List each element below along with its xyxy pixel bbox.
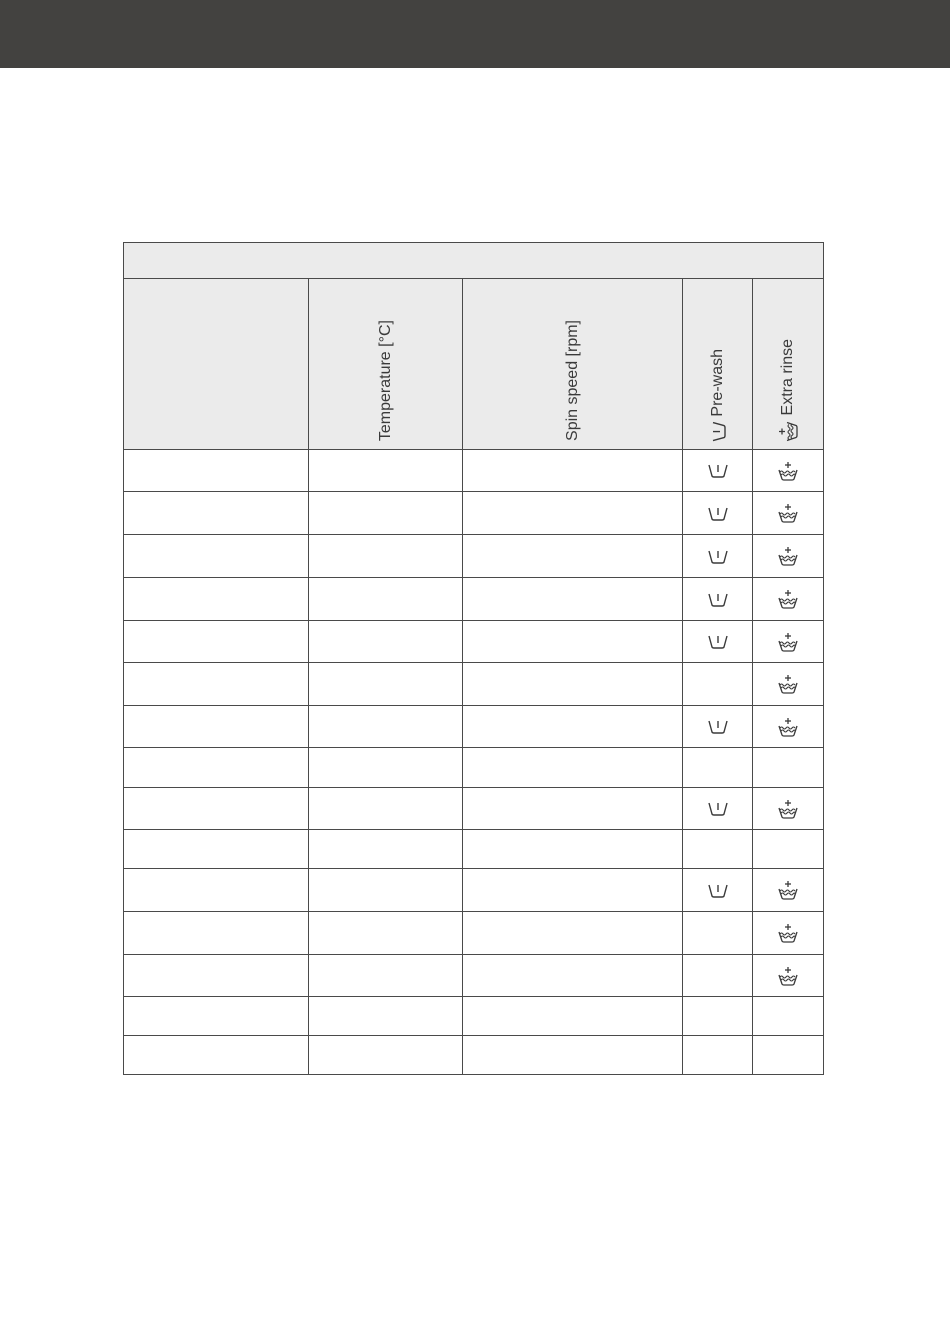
header-temperature-label: Temperature [°C] [376,319,394,441]
cell-program [124,450,309,492]
extra-rinse-icon [777,462,799,479]
extra-rinse-icon [777,967,799,984]
cell-extra-rinse [753,450,824,492]
cell-prewash [683,1036,753,1075]
extra-rinse-icon [777,504,799,521]
table-title-row [124,243,824,279]
cell-temperature [309,955,463,997]
cell-program [124,663,309,706]
cell-spin-speed [463,912,683,955]
cell-spin-speed [463,450,683,492]
cell-spin-speed [463,955,683,997]
cell-temperature [309,492,463,535]
cell-prewash [683,663,753,706]
table-row [124,492,824,535]
cell-prewash [683,492,753,535]
prewash-icon [707,590,729,607]
table-row [124,869,824,912]
table-row [124,997,824,1036]
cell-temperature [309,706,463,748]
prewash-icon [707,423,729,441]
extra-rinse-icon [777,633,799,650]
cell-prewash [683,706,753,748]
cell-program [124,621,309,663]
cell-temperature [309,997,463,1036]
header-program [124,279,309,450]
extra-rinse-icon [777,675,799,692]
cell-prewash [683,830,753,869]
cell-temperature [309,869,463,912]
table-row [124,912,824,955]
cell-spin-speed [463,869,683,912]
program-options-table [123,242,824,1075]
cell-extra-rinse [753,955,824,997]
cell-spin-speed [463,997,683,1036]
cell-extra-rinse [753,621,824,663]
cell-extra-rinse [753,492,824,535]
header-spin-speed [463,279,683,450]
cell-spin-speed [463,830,683,869]
cell-prewash [683,748,753,788]
cell-spin-speed [463,788,683,830]
cell-spin-speed [463,621,683,663]
prewash-icon [707,504,729,521]
cell-prewash [683,450,753,492]
table-row [124,1036,824,1075]
header-bar [0,0,950,68]
prewash-icon [707,547,729,564]
extra-rinse-icon [777,718,799,735]
cell-extra-rinse [753,706,824,748]
extra-rinse-icon [777,881,799,898]
cell-extra-rinse [753,912,824,955]
cell-spin-speed [463,748,683,788]
cell-program [124,535,309,578]
cell-prewash [683,869,753,912]
cell-program [124,830,309,869]
table-row [124,450,824,492]
cell-extra-rinse [753,1036,824,1075]
cell-program [124,706,309,748]
extra-rinse-icon [777,590,799,607]
cell-program [124,1036,309,1075]
header-temperature [309,279,463,450]
header-extra-rinse-label: Extra rinse [779,338,797,415]
cell-extra-rinse [753,997,824,1036]
table-header-row [124,279,824,450]
table-row [124,955,824,997]
cell-extra-rinse [753,830,824,869]
cell-prewash [683,621,753,663]
cell-program [124,578,309,621]
cell-spin-speed [463,578,683,621]
prewash-icon [707,718,729,735]
cell-extra-rinse [753,578,824,621]
cell-extra-rinse [753,869,824,912]
table-row [124,663,824,706]
table-row [124,578,824,621]
cell-temperature [309,830,463,869]
prewash-icon [707,800,729,817]
cell-program [124,788,309,830]
prewash-icon [707,881,729,898]
cell-program [124,955,309,997]
extra-rinse-icon [777,800,799,817]
cell-program [124,748,309,788]
extra-rinse-icon [777,547,799,564]
extra-rinse-icon [777,924,799,941]
cell-prewash [683,788,753,830]
cell-temperature [309,748,463,788]
cell-prewash [683,997,753,1036]
cell-spin-speed [463,663,683,706]
header-prewash-label: Pre-wash [708,349,726,417]
table-row [124,706,824,748]
cell-prewash [683,955,753,997]
header-spin-speed-label: Spin speed [rpm] [563,320,581,441]
extra-rinse-icon [777,421,799,441]
table-row [124,788,824,830]
cell-prewash [683,535,753,578]
cell-spin-speed [463,706,683,748]
cell-temperature [309,788,463,830]
header-prewash [683,279,753,450]
header-extra-rinse [753,279,824,450]
cell-prewash [683,578,753,621]
cell-program [124,869,309,912]
table-row [124,830,824,869]
table-row [124,748,824,788]
cell-temperature [309,1036,463,1075]
table-title [124,243,824,279]
cell-temperature [309,912,463,955]
cell-program [124,912,309,955]
table-row [124,621,824,663]
cell-extra-rinse [753,788,824,830]
table-row [124,535,824,578]
cell-extra-rinse [753,535,824,578]
cell-spin-speed [463,1036,683,1075]
cell-prewash [683,912,753,955]
cell-temperature [309,663,463,706]
program-options-table-wrapper [123,242,823,1075]
cell-temperature [309,535,463,578]
cell-program [124,492,309,535]
cell-extra-rinse [753,663,824,706]
prewash-icon [707,462,729,479]
cell-temperature [309,621,463,663]
cell-temperature [309,578,463,621]
cell-extra-rinse [753,748,824,788]
cell-spin-speed [463,492,683,535]
cell-program [124,997,309,1036]
cell-spin-speed [463,535,683,578]
cell-temperature [309,450,463,492]
prewash-icon [707,633,729,650]
